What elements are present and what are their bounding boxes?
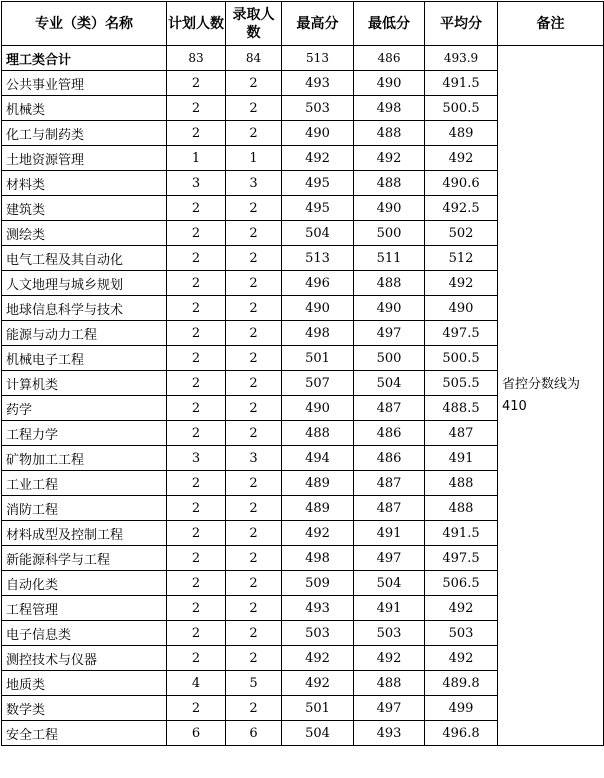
plan-count-cell: 2 <box>167 696 226 721</box>
plan-count-cell: 2 <box>167 121 226 146</box>
avg-score-cell: 497.5 <box>425 321 498 346</box>
admitted-count-cell: 3 <box>226 446 282 471</box>
plan-count-cell: 2 <box>167 346 226 371</box>
major-name-cell: 理工类合计 <box>2 46 167 71</box>
max-score-cell: 496 <box>282 271 354 296</box>
max-score-cell: 492 <box>282 646 354 671</box>
avg-score-cell: 492.5 <box>425 196 498 221</box>
plan-count-cell: 2 <box>167 396 226 421</box>
plan-count-cell: 2 <box>167 196 226 221</box>
min-score-cell: 498 <box>354 96 425 121</box>
admitted-count-cell: 2 <box>226 421 282 446</box>
min-score-cell: 491 <box>354 596 425 621</box>
avg-score-cell: 493.9 <box>425 46 498 71</box>
admitted-count-cell: 2 <box>226 71 282 96</box>
header-min-score: 最低分 <box>354 2 425 46</box>
max-score-cell: 513 <box>282 46 354 71</box>
major-name-cell: 化工与制药类 <box>2 121 167 146</box>
major-name-cell: 建筑类 <box>2 196 167 221</box>
max-score-cell: 490 <box>282 121 354 146</box>
admission-score-table <box>1 1 604 746</box>
major-name-cell: 工程管理 <box>2 596 167 621</box>
major-name-cell: 药学 <box>2 396 167 421</box>
plan-count-cell: 2 <box>167 496 226 521</box>
table-total-row <box>2 46 604 71</box>
admitted-count-cell: 2 <box>226 371 282 396</box>
admitted-count-cell: 2 <box>226 271 282 296</box>
admitted-count-cell: 2 <box>226 121 282 146</box>
max-score-cell: 504 <box>282 721 354 746</box>
major-name-cell: 材料类 <box>2 171 167 196</box>
major-name-cell: 机械电子工程 <box>2 346 167 371</box>
plan-count-cell: 83 <box>167 46 226 71</box>
avg-score-cell: 496.8 <box>425 721 498 746</box>
avg-score-cell: 487 <box>425 421 498 446</box>
admitted-count-cell: 2 <box>226 321 282 346</box>
min-score-cell: 486 <box>354 46 425 71</box>
plan-count-cell: 2 <box>167 96 226 121</box>
major-name-cell: 测控技术与仪器 <box>2 646 167 671</box>
max-score-cell: 509 <box>282 571 354 596</box>
avg-score-cell: 491 <box>425 446 498 471</box>
avg-score-cell: 488 <box>425 471 498 496</box>
admitted-count-cell: 2 <box>226 571 282 596</box>
plan-count-cell: 2 <box>167 571 226 596</box>
plan-count-cell: 2 <box>167 246 226 271</box>
min-score-cell: 487 <box>354 471 425 496</box>
min-score-cell: 488 <box>354 171 425 196</box>
max-score-cell: 492 <box>282 671 354 696</box>
major-name-cell: 计算机类 <box>2 371 167 396</box>
avg-score-cell: 490.6 <box>425 171 498 196</box>
plan-count-cell: 2 <box>167 321 226 346</box>
min-score-cell: 497 <box>354 321 425 346</box>
max-score-cell: 489 <box>282 496 354 521</box>
max-score-cell: 490 <box>282 396 354 421</box>
admitted-count-cell: 84 <box>226 46 282 71</box>
plan-count-cell: 2 <box>167 546 226 571</box>
min-score-cell: 490 <box>354 296 425 321</box>
plan-count-cell: 3 <box>167 446 226 471</box>
min-score-cell: 488 <box>354 121 425 146</box>
admitted-count-cell: 1 <box>226 146 282 171</box>
major-name-cell: 机械类 <box>2 96 167 121</box>
admitted-count-cell: 2 <box>226 221 282 246</box>
min-score-cell: 511 <box>354 246 425 271</box>
major-name-cell: 公共事业管理 <box>2 71 167 96</box>
admitted-count-cell: 3 <box>226 171 282 196</box>
major-name-cell: 安全工程 <box>2 721 167 746</box>
min-score-cell: 486 <box>354 421 425 446</box>
min-score-cell: 504 <box>354 571 425 596</box>
max-score-cell: 495 <box>282 171 354 196</box>
max-score-cell: 498 <box>282 321 354 346</box>
header-plan-count: 计划人数 <box>167 2 226 46</box>
max-score-cell: 513 <box>282 246 354 271</box>
major-name-cell: 能源与动力工程 <box>2 321 167 346</box>
admitted-count-cell: 2 <box>226 346 282 371</box>
admitted-count-cell: 2 <box>226 696 282 721</box>
plan-count-cell: 2 <box>167 621 226 646</box>
avg-score-cell: 489.8 <box>425 671 498 696</box>
max-score-cell: 489 <box>282 471 354 496</box>
min-score-cell: 493 <box>354 721 425 746</box>
major-name-cell: 材料成型及控制工程 <box>2 521 167 546</box>
major-name-cell: 土地资源管理 <box>2 146 167 171</box>
header-max-score: 最高分 <box>282 2 354 46</box>
max-score-cell: 494 <box>282 446 354 471</box>
major-name-cell: 地球信息科学与技术 <box>2 296 167 321</box>
major-name-cell: 工程力学 <box>2 421 167 446</box>
avg-score-cell: 492 <box>425 596 498 621</box>
min-score-cell: 500 <box>354 221 425 246</box>
admitted-count-cell: 2 <box>226 96 282 121</box>
min-score-cell: 504 <box>354 371 425 396</box>
min-score-cell: 497 <box>354 696 425 721</box>
plan-count-cell: 2 <box>167 296 226 321</box>
plan-count-cell: 2 <box>167 371 226 396</box>
plan-count-cell: 2 <box>167 71 226 96</box>
max-score-cell: 507 <box>282 371 354 396</box>
avg-score-cell: 489 <box>425 121 498 146</box>
min-score-cell: 486 <box>354 446 425 471</box>
plan-count-cell: 6 <box>167 721 226 746</box>
min-score-cell: 497 <box>354 546 425 571</box>
admitted-count-cell: 2 <box>226 621 282 646</box>
min-score-cell: 492 <box>354 646 425 671</box>
admitted-count-cell: 2 <box>226 396 282 421</box>
min-score-cell: 500 <box>354 346 425 371</box>
plan-count-cell: 3 <box>167 171 226 196</box>
plan-count-cell: 2 <box>167 221 226 246</box>
avg-score-cell: 502 <box>425 221 498 246</box>
avg-score-cell: 488 <box>425 496 498 521</box>
major-name-cell: 新能源科学与工程 <box>2 546 167 571</box>
plan-count-cell: 1 <box>167 146 226 171</box>
max-score-cell: 504 <box>282 221 354 246</box>
major-name-cell: 自动化类 <box>2 571 167 596</box>
table-header-row <box>2 2 604 46</box>
min-score-cell: 503 <box>354 621 425 646</box>
max-score-cell: 488 <box>282 421 354 446</box>
admitted-count-cell: 2 <box>226 496 282 521</box>
plan-count-cell: 2 <box>167 596 226 621</box>
max-score-cell: 503 <box>282 621 354 646</box>
plan-count-cell: 2 <box>167 521 226 546</box>
avg-score-cell: 506.5 <box>425 571 498 596</box>
avg-score-cell: 497.5 <box>425 546 498 571</box>
max-score-cell: 495 <box>282 196 354 221</box>
admitted-count-cell: 6 <box>226 721 282 746</box>
major-name-cell: 电气工程及其自动化 <box>2 246 167 271</box>
min-score-cell: 491 <box>354 521 425 546</box>
header-avg-score: 平均分 <box>425 2 498 46</box>
major-name-cell: 工业工程 <box>2 471 167 496</box>
avg-score-cell: 512 <box>425 246 498 271</box>
note-cell: 省控分数线为410 <box>498 46 604 746</box>
avg-score-cell: 492 <box>425 271 498 296</box>
min-score-cell: 488 <box>354 671 425 696</box>
avg-score-cell: 505.5 <box>425 371 498 396</box>
plan-count-cell: 2 <box>167 271 226 296</box>
major-name-cell: 消防工程 <box>2 496 167 521</box>
major-name-cell: 数学类 <box>2 696 167 721</box>
table-body <box>2 46 604 746</box>
avg-score-cell: 500.5 <box>425 346 498 371</box>
admitted-count-cell: 2 <box>226 521 282 546</box>
max-score-cell: 492 <box>282 521 354 546</box>
max-score-cell: 501 <box>282 696 354 721</box>
admitted-count-cell: 2 <box>226 596 282 621</box>
max-score-cell: 493 <box>282 71 354 96</box>
min-score-cell: 488 <box>354 271 425 296</box>
avg-score-cell: 488.5 <box>425 396 498 421</box>
header-note: 备注 <box>498 2 604 46</box>
plan-count-cell: 2 <box>167 471 226 496</box>
max-score-cell: 503 <box>282 96 354 121</box>
admitted-count-cell: 2 <box>226 296 282 321</box>
min-score-cell: 487 <box>354 496 425 521</box>
avg-score-cell: 499 <box>425 696 498 721</box>
min-score-cell: 490 <box>354 196 425 221</box>
max-score-cell: 490 <box>282 296 354 321</box>
major-name-cell: 电子信息类 <box>2 621 167 646</box>
admitted-count-cell: 2 <box>226 196 282 221</box>
max-score-cell: 493 <box>282 596 354 621</box>
min-score-cell: 487 <box>354 396 425 421</box>
min-score-cell: 492 <box>354 146 425 171</box>
major-name-cell: 矿物加工工程 <box>2 446 167 471</box>
avg-score-cell: 492 <box>425 646 498 671</box>
plan-count-cell: 2 <box>167 646 226 671</box>
max-score-cell: 492 <box>282 146 354 171</box>
min-score-cell: 490 <box>354 71 425 96</box>
admitted-count-cell: 2 <box>226 646 282 671</box>
admitted-count-cell: 5 <box>226 671 282 696</box>
max-score-cell: 498 <box>282 546 354 571</box>
plan-count-cell: 2 <box>167 421 226 446</box>
admitted-count-cell: 2 <box>226 471 282 496</box>
admitted-count-cell: 2 <box>226 246 282 271</box>
header-admitted-count: 录取人数 <box>226 2 282 46</box>
major-name-cell: 测绘类 <box>2 221 167 246</box>
avg-score-cell: 500.5 <box>425 96 498 121</box>
avg-score-cell: 491.5 <box>425 71 498 96</box>
avg-score-cell: 492 <box>425 146 498 171</box>
avg-score-cell: 491.5 <box>425 521 498 546</box>
admitted-count-cell: 2 <box>226 546 282 571</box>
major-name-cell: 地质类 <box>2 671 167 696</box>
avg-score-cell: 490 <box>425 296 498 321</box>
avg-score-cell: 503 <box>425 621 498 646</box>
header-major-name: 专业（类）名称 <box>2 2 167 46</box>
major-name-cell: 人文地理与城乡规划 <box>2 271 167 296</box>
plan-count-cell: 4 <box>167 671 226 696</box>
max-score-cell: 501 <box>282 346 354 371</box>
